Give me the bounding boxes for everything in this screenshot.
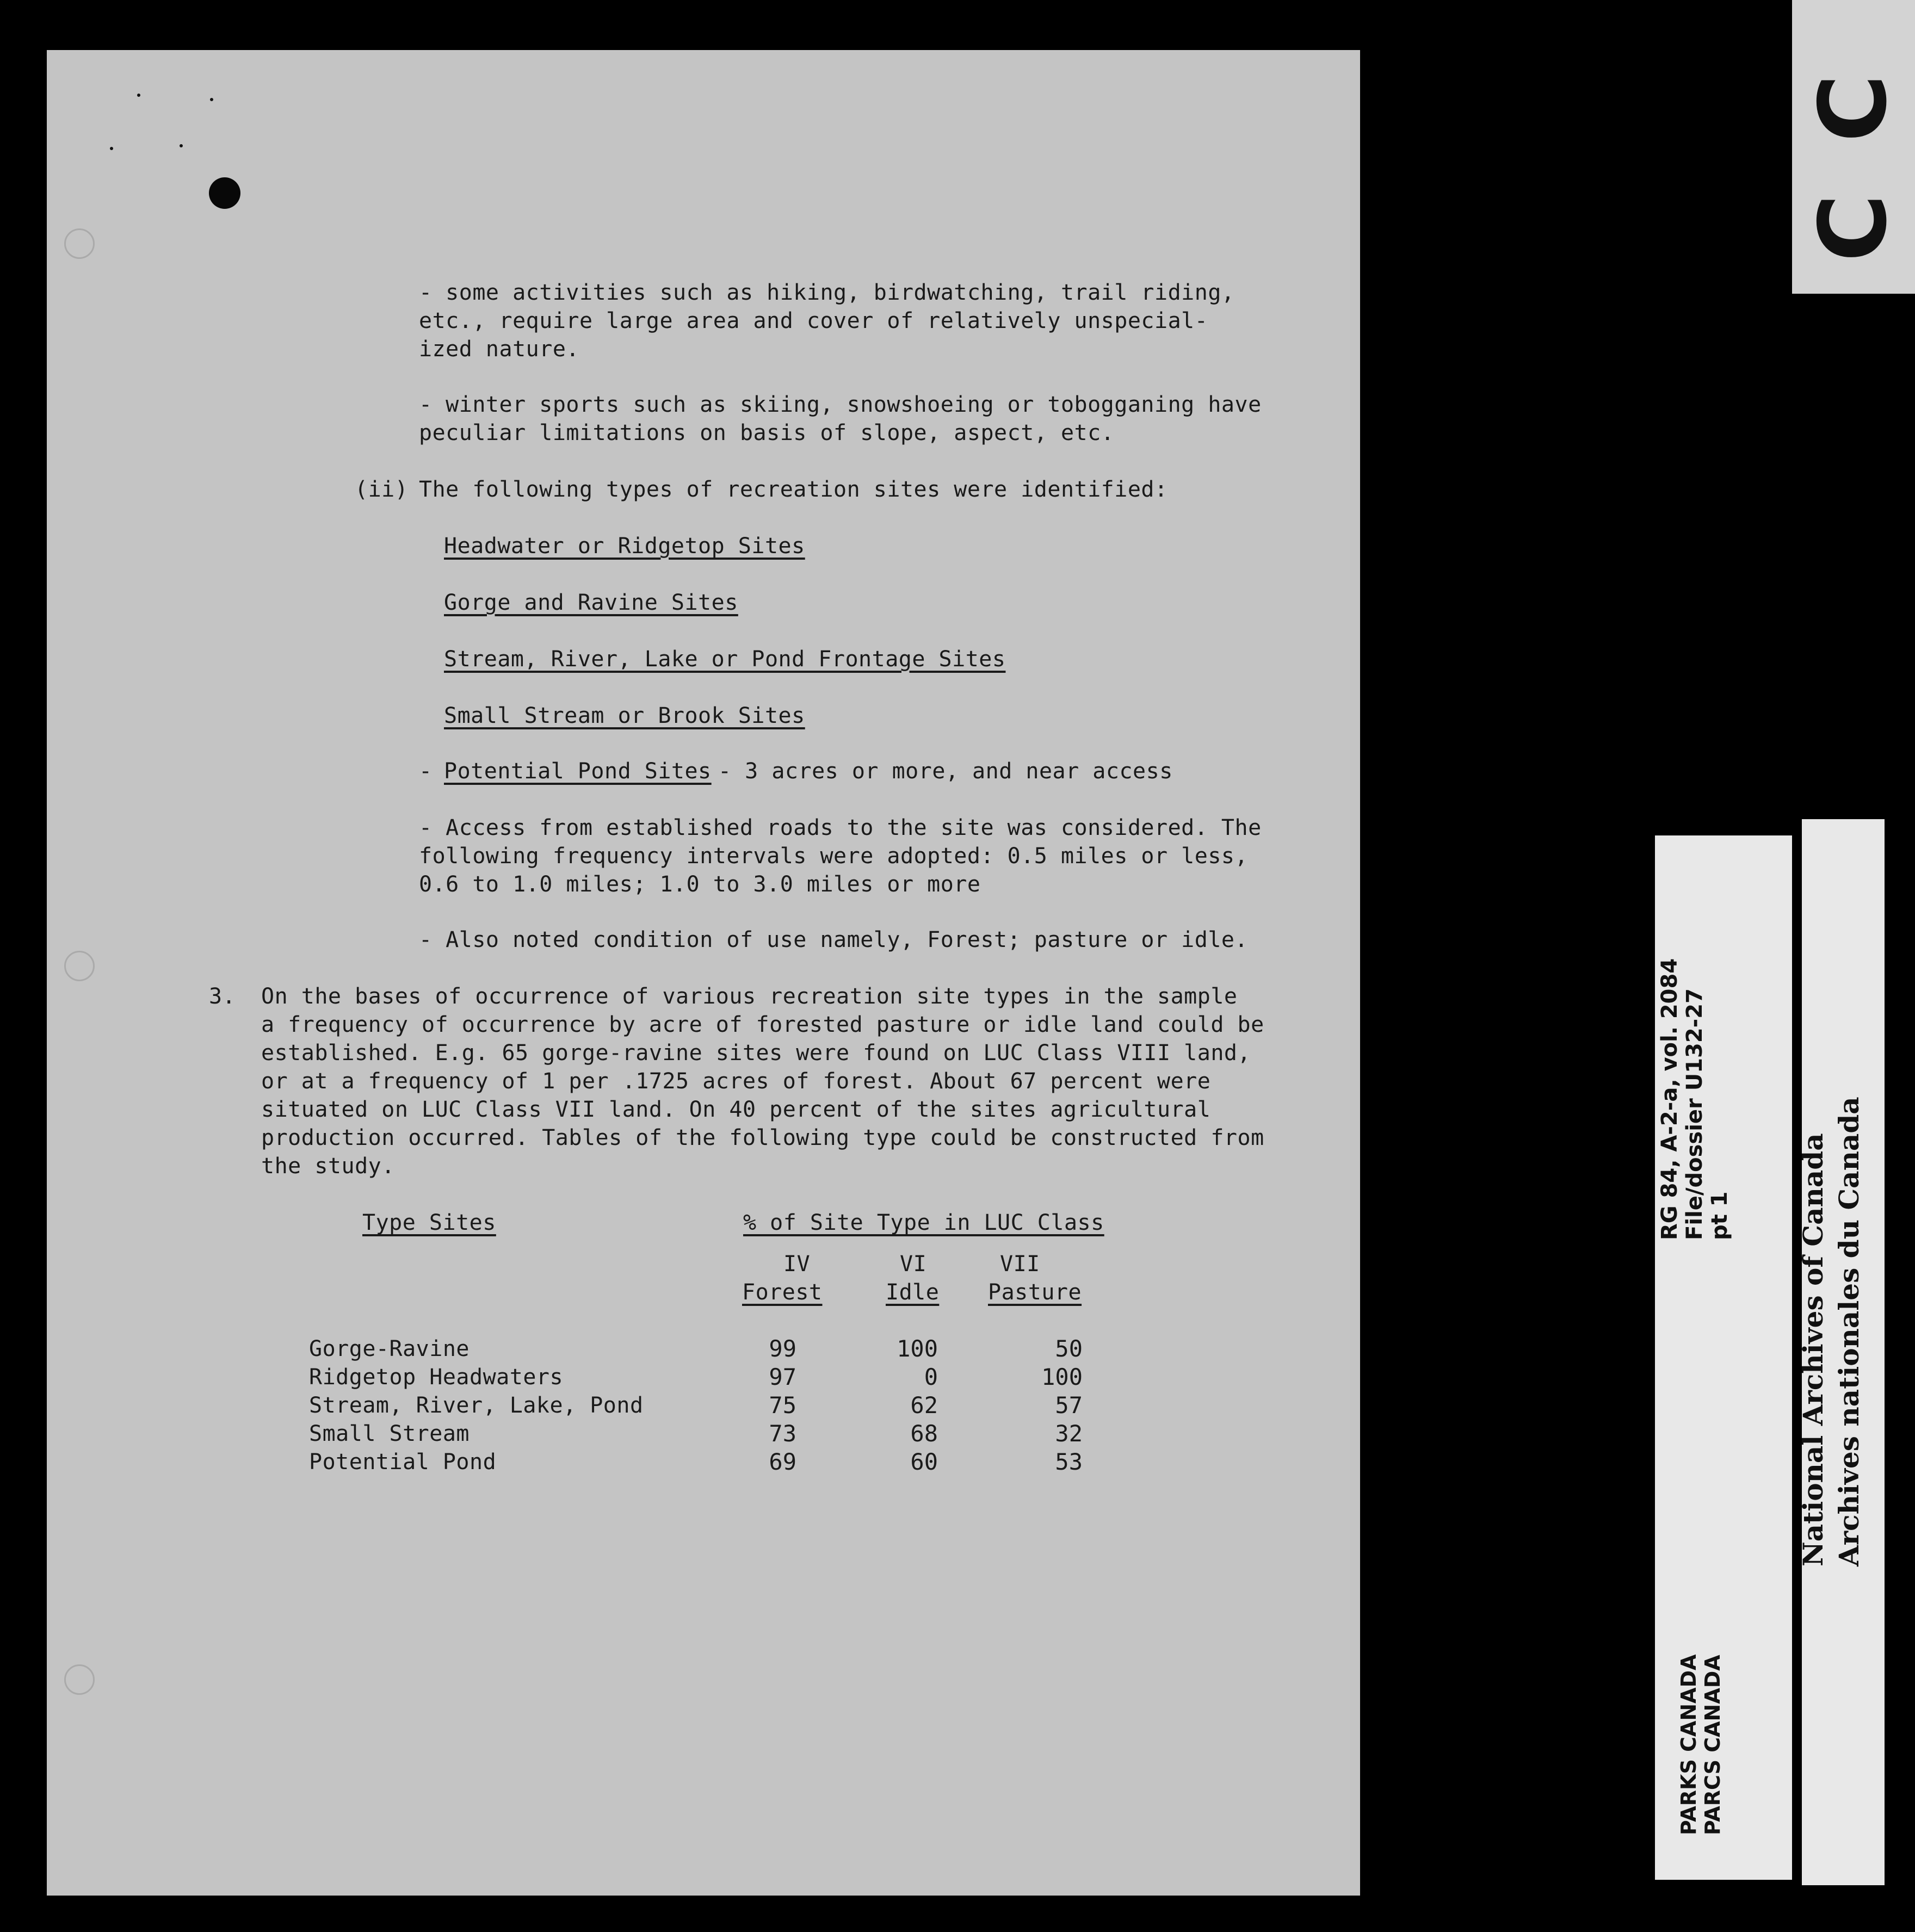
binder-ring-mark: [64, 951, 95, 981]
cell-forest: 75: [769, 1392, 796, 1419]
table-header-type-sites: Type Sites: [362, 1210, 496, 1235]
item-3-line: situated on LUC Class VII land. On 40 percent of the sites agricultural: [261, 1097, 1211, 1122]
dust-speck: [180, 144, 183, 147]
bullet-winter-line-1: - winter sports such as skiing, snowshoeing or tobogganing have: [419, 392, 1262, 417]
potential-pond-dash: -: [419, 759, 433, 784]
cell-pasture: 57: [1055, 1392, 1083, 1419]
parks-line: PARKS CANADA: [1677, 1654, 1701, 1835]
marker-glyph: C: [1800, 194, 1907, 262]
condition-line: - Also noted condition of use namely, Forest; pasture or idle.: [419, 927, 1249, 952]
item-3-line: the study.: [261, 1154, 395, 1179]
potential-pond-label: Potential Pond Sites: [444, 759, 712, 784]
item-3-line: or at a frequency of 1 per .1725 acres of forest. About 67 percent were: [261, 1069, 1211, 1094]
potential-pond-detail: - 3 acres or more, and near access: [718, 759, 1173, 784]
item-3-line: On the bases of occurrence of various recreation site types in the sample: [261, 984, 1238, 1009]
access-line-2: following frequency intervals were adopted: 0.5 miles or less,: [419, 844, 1249, 869]
col-class-vii: VII: [1000, 1252, 1040, 1277]
table-header-luc-class: % of Site Type in LUC Class: [743, 1210, 1104, 1235]
archive-line: National Archives of Canada: [1797, 1133, 1829, 1566]
cell-idle: 100: [897, 1335, 938, 1362]
punch-hole: [209, 177, 240, 209]
col-use-forest: Forest: [742, 1280, 823, 1305]
section-ii-text: The following types of recreation sites were identified:: [419, 477, 1168, 502]
binder-ring-mark: [64, 228, 95, 259]
row-name: Small Stream: [309, 1421, 470, 1446]
cell-idle: 60: [910, 1448, 938, 1475]
bullet-winter-line-2: peculiar limitations on basis of slope, aspect, etc.: [419, 420, 1115, 445]
film-frame-marker: [1792, 0, 1915, 294]
item-3-line: established. E.g. 65 gorge-ravine sites were found on LUC Class VIII land,: [261, 1041, 1251, 1066]
site-type-headwater: Headwater or Ridgetop Sites: [444, 534, 805, 559]
item-3-number: 3.: [209, 984, 236, 1009]
cell-idle: 0: [924, 1364, 938, 1390]
site-type-stream: Stream, River, Lake or Pond Frontage Sites: [444, 647, 1006, 672]
reference-line: File/dossier U132-27: [1682, 988, 1707, 1240]
reference-line: RG 84, A-2-a, vol. 2084: [1657, 958, 1682, 1240]
dust-speck: [210, 98, 213, 101]
archive-reference-block: [1657, 958, 1732, 1240]
col-use-pasture: Pasture: [988, 1280, 1082, 1305]
site-type-gorge: Gorge and Ravine Sites: [444, 590, 738, 615]
col-class-vi: VI: [900, 1252, 927, 1277]
cell-pasture: 100: [1041, 1364, 1083, 1390]
row-name: Potential Pond: [309, 1450, 497, 1475]
cell-forest: 99: [769, 1335, 796, 1362]
access-line-1: - Access from established roads to the site was considered. The: [419, 815, 1262, 840]
row-name: Gorge-Ravine: [309, 1336, 470, 1361]
dust-speck: [110, 147, 113, 150]
cell-forest: 73: [769, 1420, 796, 1447]
archive-line: Archives nationales du Canada: [1833, 1097, 1865, 1566]
cell-pasture: 32: [1055, 1420, 1083, 1447]
cell-pasture: 50: [1055, 1335, 1083, 1362]
item-3-line: production occurred. Tables of the following type could be constructed from: [261, 1125, 1264, 1150]
row-name: Stream, River, Lake, Pond: [309, 1393, 644, 1418]
cell-pasture: 53: [1055, 1448, 1083, 1475]
cell-forest: 97: [769, 1364, 796, 1390]
bullet-hiking-line-2: etc., require large area and cover of relatively unspecial-: [419, 308, 1208, 333]
site-type-small-stream: Small Stream or Brook Sites: [444, 703, 805, 728]
access-line-3: 0.6 to 1.0 miles; 1.0 to 3.0 miles or more: [419, 872, 981, 897]
bullet-hiking-line-3: ized nature.: [419, 337, 579, 362]
parks-line: PARCS CANADA: [1701, 1655, 1725, 1835]
reference-line: pt 1: [1707, 1191, 1732, 1240]
col-class-iv: IV: [783, 1252, 811, 1277]
section-ii-label: (ii): [355, 477, 409, 502]
row-name: Ridgetop Headwaters: [309, 1365, 564, 1390]
binder-ring-mark: [64, 1664, 95, 1695]
cell-idle: 62: [910, 1392, 938, 1419]
cell-idle: 68: [910, 1420, 938, 1447]
col-use-idle: Idle: [886, 1280, 940, 1305]
parks-canada-block: [1677, 1654, 1725, 1835]
cell-forest: 69: [769, 1448, 796, 1475]
dust-speck: [137, 94, 140, 97]
bullet-hiking-line-1: - some activities such as hiking, birdwatching, trail riding,: [419, 280, 1235, 305]
marker-glyph: C: [1800, 74, 1907, 143]
national-archives-block: [1795, 1097, 1867, 1566]
item-3-line: a frequency of occurrence by acre of forested pasture or idle land could be: [261, 1012, 1264, 1037]
